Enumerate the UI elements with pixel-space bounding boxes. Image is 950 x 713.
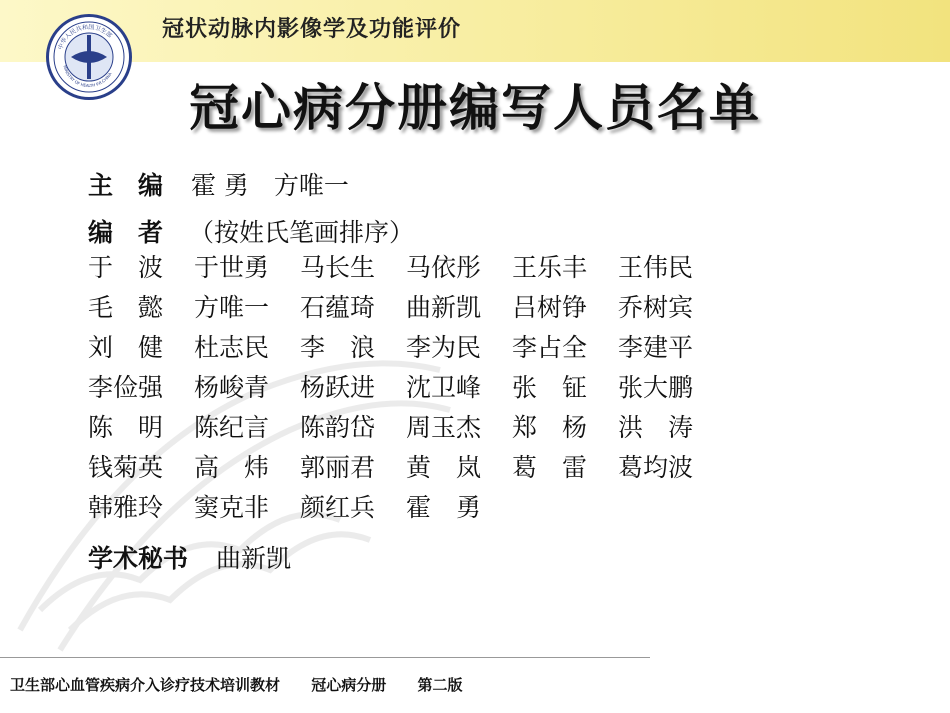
editor-name: 钱菊英: [88, 453, 164, 482]
editor-name: 葛 雷: [512, 453, 588, 482]
header-band: [0, 0, 950, 62]
editor-name: 郑 杨: [512, 413, 588, 442]
editor-name: 陈 明: [88, 413, 164, 442]
editor-row: [88, 371, 724, 411]
editors-label: 编 者: [88, 218, 164, 247]
secretary-name: 曲新凯: [215, 544, 291, 573]
editors-heading: [88, 213, 414, 249]
editor-name: 马长生: [300, 253, 376, 282]
chief-editor-line: [88, 166, 349, 202]
editor-name: 刘 健: [88, 333, 164, 362]
editor-name: 王乐丰: [512, 253, 588, 282]
editor-row: [88, 291, 724, 331]
footer-divider: [0, 657, 650, 658]
editor-name: 郭丽君: [300, 453, 376, 482]
footer-volume: 冠心病分册: [311, 676, 387, 694]
editor-name: 方唯一: [194, 293, 270, 322]
editor-name: 陈纪言: [194, 413, 270, 442]
editor-name: 颜红兵: [300, 493, 376, 522]
header-title: 冠状动脉内影像学及功能评价: [162, 17, 462, 42]
chief-editor-label: 主 编: [88, 171, 164, 200]
editor-name: 杨峻青: [194, 373, 270, 402]
editor-name: 陈韵岱: [300, 413, 376, 442]
editor-name: 周玉杰: [406, 413, 482, 442]
editor-name: 曲新凯: [406, 293, 482, 322]
chief-editor-names: 霍 勇 方唯一: [190, 171, 349, 200]
editor-name: 李建平: [618, 333, 694, 362]
editor-row: [88, 251, 724, 291]
main-title: 冠心病分册编写人员名单: [189, 79, 761, 137]
editor-name: 马依彤: [406, 253, 482, 282]
editor-name: 李 浪: [300, 333, 376, 362]
editor-name: 沈卫峰: [406, 373, 482, 402]
editor-name: 窦克非: [194, 493, 270, 522]
editor-name: 张 钲: [512, 373, 588, 402]
emblem-text: 中华人民共和国卫生部: [57, 23, 114, 51]
footer: [10, 674, 489, 695]
editor-name-grid: [88, 251, 724, 531]
footer-series: 卫生部心血管疾病介入诊疗技术培训教材: [10, 676, 281, 694]
editor-name: 洪 涛: [618, 413, 694, 442]
editor-name: 于 波: [88, 253, 164, 282]
editor-name: 吕树铮: [512, 293, 588, 322]
editor-name: 毛 懿: [88, 293, 164, 322]
editor-name: 于世勇: [194, 253, 270, 282]
editor-row: [88, 491, 724, 531]
editor-name: 杜志民: [194, 333, 270, 362]
editor-name: 乔树宾: [618, 293, 694, 322]
editor-row: [88, 331, 724, 371]
secretary-line: [88, 539, 291, 575]
editors-sort-note: （按姓氏笔画排序）: [188, 218, 414, 247]
editor-row: [88, 411, 724, 451]
secretary-label: 学术秘书: [88, 544, 189, 573]
editor-name: 石蕴琦: [300, 293, 376, 322]
editor-name: 李占全: [512, 333, 588, 362]
editor-name: 李为民: [406, 333, 482, 362]
editor-name: 杨跃进: [300, 373, 376, 402]
editor-name: 韩雅玲: [88, 493, 164, 522]
editor-name: 张大鹏: [618, 373, 694, 402]
editor-name: 高 炜: [194, 453, 270, 482]
editor-row: [88, 451, 724, 491]
editor-name: 王伟民: [618, 253, 694, 282]
editor-name: 黄 岚: [406, 453, 482, 482]
footer-edition: 第二版: [417, 676, 463, 694]
editor-name: 霍 勇: [406, 493, 482, 522]
emblem-subtext: MINISTRY OF HEALTH P.R.CHINA: [62, 64, 113, 89]
editor-name: 葛均波: [618, 453, 694, 482]
editor-name: 李俭强: [88, 373, 164, 402]
